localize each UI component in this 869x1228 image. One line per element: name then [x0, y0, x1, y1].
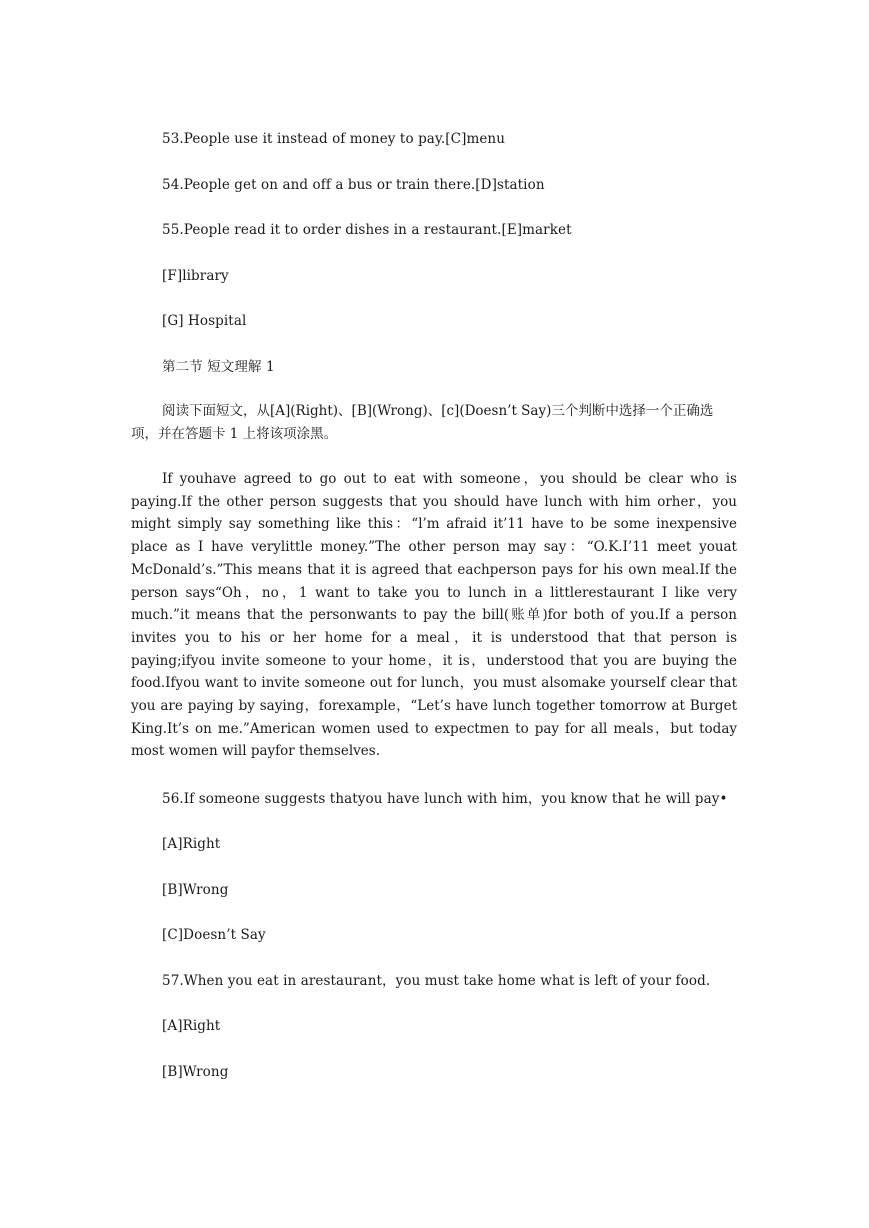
section-instruction: 阅读下面短文，从[A](Right)、[B](Wrong)、[c](Doesn’t Say)三个判断中选择一个正确选项，并在答题卡 1 上将该项涂黑。: [131, 403, 714, 442]
question-57-option-a: [A]Right: [162, 1018, 221, 1034]
question-56: 56.If someone suggests thatyou have lunch with him，you know that he will pay•: [162, 791, 728, 807]
matching-item-54: 54.People get on and off a bus or train there.[D]station: [162, 177, 545, 193]
question-57-option-b: [B]Wrong: [162, 1064, 229, 1080]
question-56-option-c: [C]Doesn’t Say: [162, 927, 266, 943]
matching-option-f: [F]library: [162, 268, 229, 284]
question-56-option-a: [A]Right: [162, 836, 221, 852]
matching-option-g: [G] Hospital: [162, 313, 247, 329]
matching-item-53: 53.People use it instead of money to pay.[C]menu: [162, 131, 506, 147]
question-57: 57.When you eat in arestaurant，you must take home what is left of your food.: [162, 973, 711, 989]
section-title: 第二节 短文理解 1: [162, 359, 275, 375]
question-56-option-b: [B]Wrong: [162, 882, 229, 898]
reading-passage: If youhave agreed to go out to eat with someone，you should be clear who is paying.If the other person suggests that you should have lunch with him orher，you might simply say something like this：“l’m afraid it’11 have to be some inexpensive place as I have verylittle money.”The other person may say：“O.K.I’11 meet youat McDonald’s.”This means that it is agreed that eachperson pays for his own meal.If the person says“Oh，no，1 want to take you to lunch in a littlerestaurant I like very much.”it means that the personwants to pay the bill(账单)for both of you.If a person invites you to his or her home for a meal，it is understood that that person is paying;ifyou invite someone to your home，it is，understood that you are buying the food.Ifyou want to invite someone out for lunch，you must alsomake yourself clear that you are paying by saying，forexample，“Let’s have lunch together tomorrow at Burget King.It’s on me.”American women used to expectmen to pay for all meals，but today most women will payfor themselves.: [131, 471, 737, 760]
matching-item-55: 55.People read it to order dishes in a restaurant.[E]market: [162, 222, 572, 238]
